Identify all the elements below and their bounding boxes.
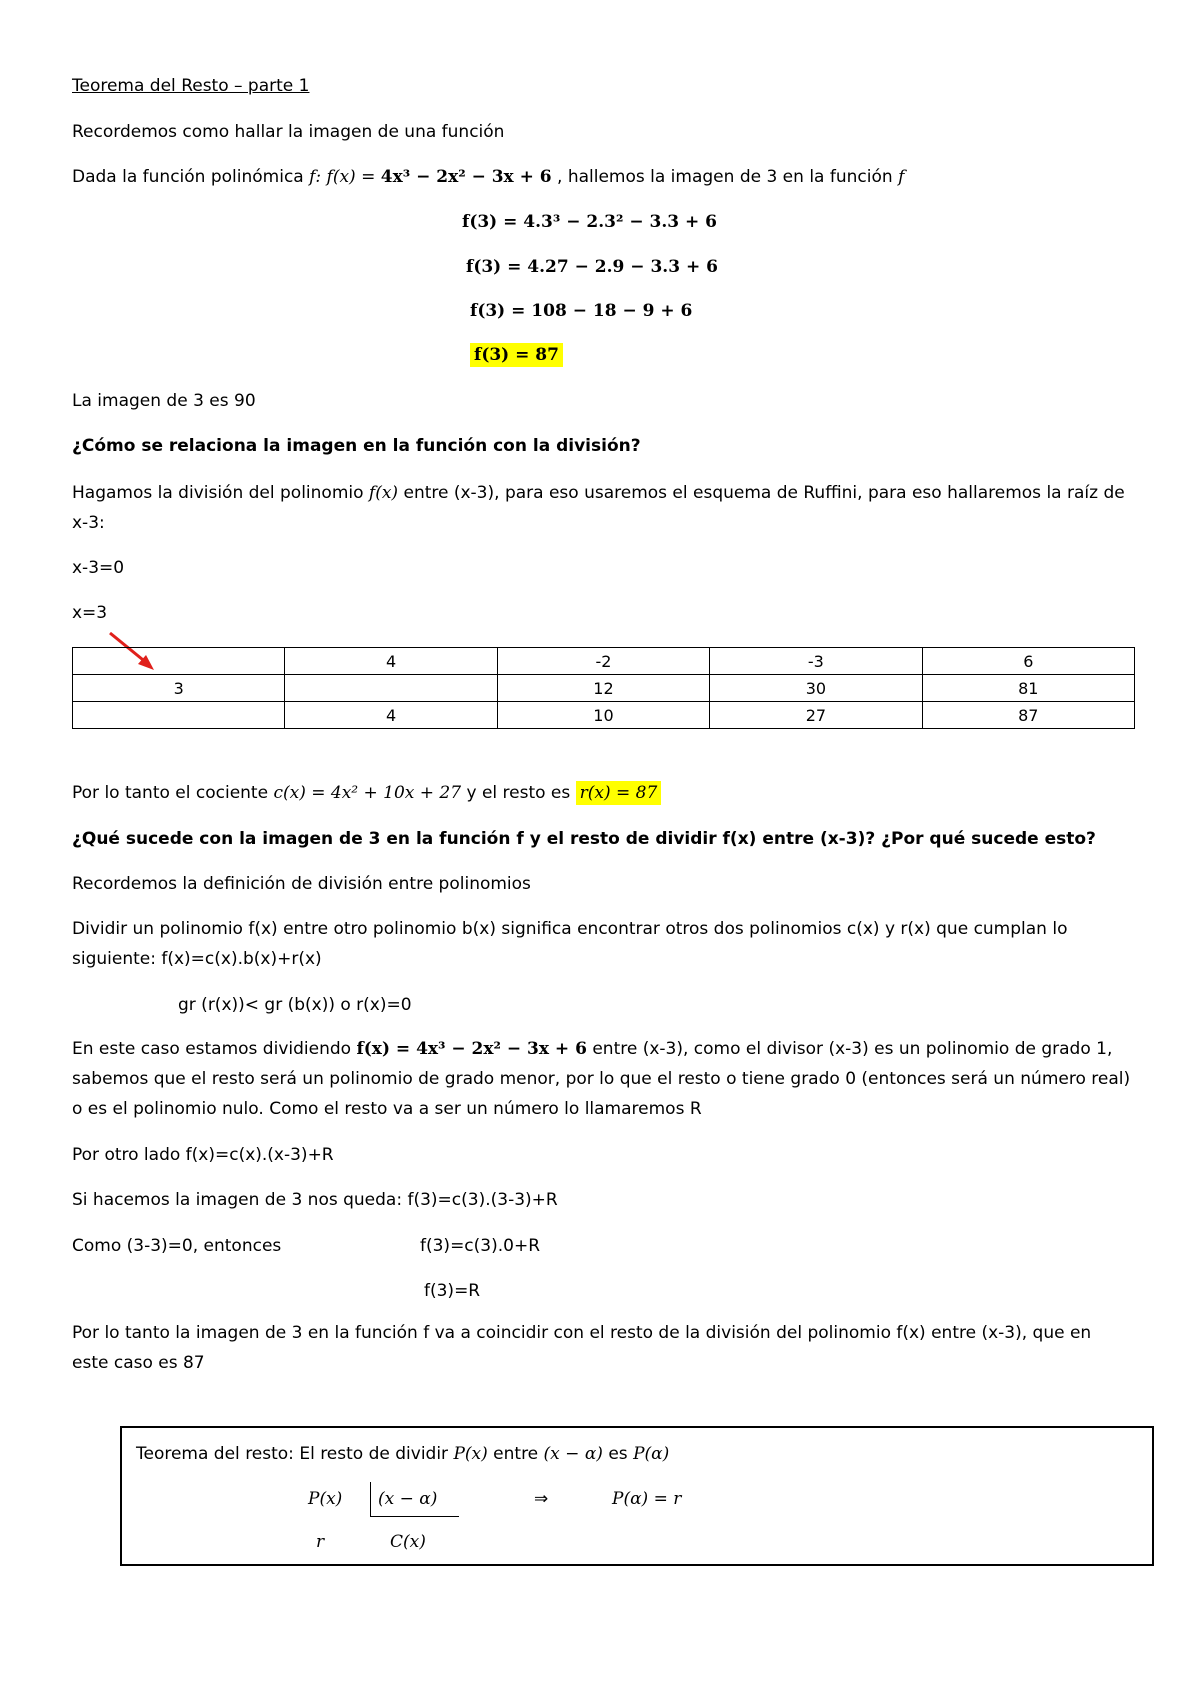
table-cell: 30: [710, 675, 922, 702]
conclusion-text: Por lo tanto la imagen de 3 en la función f va a coincidir con el resto de la división del polinomio f(x) entre (x-3), que en este caso es 87: [72, 1323, 1092, 1373]
theorem-palpha: P(α): [633, 1444, 670, 1464]
since-equation-2: f(3)=R: [424, 1281, 481, 1301]
given-function: [72, 167, 904, 187]
given-expr: 4x³ − 2x² − 3x + 6: [380, 167, 552, 187]
table-cell: 10: [497, 702, 709, 729]
theorem-text-b: entre: [487, 1444, 544, 1464]
result-prefix: Por lo tanto el cociente: [72, 783, 274, 803]
table-row: [73, 702, 1135, 729]
quotient-expr: c(x) = 4x² + 10x + 27: [273, 783, 462, 803]
table-cell: 4: [285, 648, 497, 675]
question-2: ¿Qué sucede con la imagen de 3 en la función f y el resto de dividir f(x) entre (x-3)? ¿Por qué sucede esto?: [72, 829, 1096, 849]
theorem-text-a: El resto de dividir: [293, 1444, 454, 1464]
table-cell: -2: [497, 648, 709, 675]
ruffini-table: [72, 647, 1135, 729]
case-prefix: En este caso estamos dividiendo: [72, 1039, 357, 1059]
theorem-label: Teorema del resto:: [136, 1444, 294, 1464]
ruffini-intro: [72, 478, 1132, 538]
since-text: Como (3-3)=0, entonces: [72, 1236, 282, 1256]
division-divisor: (x − α): [378, 1489, 438, 1509]
table-cell: 27: [710, 702, 922, 729]
theorem-result: P(α) = r: [612, 1489, 682, 1509]
equation-x: x=3: [72, 603, 108, 623]
theorem-divisor: (x − α): [543, 1444, 603, 1464]
step-result: [470, 345, 563, 365]
question-1: ¿Cómo se relaciona la imagen en la función con la división?: [72, 436, 641, 456]
remainder-expr: r(x) = 87: [576, 781, 662, 805]
division-dividend: P(x): [308, 1489, 343, 1509]
other-side-text: Por otro lado f(x)=c(x).(x-3)+R: [72, 1145, 334, 1165]
ruffini-suffix: entre (x-3), para eso usaremos el esquema de Ruffini, para eso hallaremos la raíz de x-3:: [72, 483, 1125, 533]
step-result-highlight: f(3) = 87: [470, 343, 563, 367]
theorem-px: P(x): [453, 1444, 488, 1464]
division-remainder: r: [316, 1532, 325, 1552]
case-suffix: entre (x-3), como el divisor (x-3) es un polinomio de grado 1, sabemos que el resto será un polinomio de grado menor, por lo que el resto o tiene grado 0 (entonces será un número real) o es el polinomio nulo. Como el resto va a ser un número lo llamaremos R: [72, 1039, 1131, 1119]
theorem-box: [120, 1426, 1154, 1566]
equation-root: x-3=0: [72, 558, 125, 578]
table-cell: 87: [922, 702, 1134, 729]
table-cell: 6: [922, 648, 1134, 675]
division-quotient: C(x): [390, 1532, 426, 1552]
table-cell: -3: [710, 648, 922, 675]
theorem-text-c: es: [602, 1444, 634, 1464]
page-title: Teorema del Resto – parte 1: [72, 76, 310, 96]
table-row: [73, 675, 1135, 702]
image-of-3-text: Si hacemos la imagen de 3 nos queda: f(3)=c(3).(3-3)+R: [72, 1190, 558, 1210]
table-cell: 81: [922, 675, 1134, 702]
implies-icon: ⇒: [534, 1489, 549, 1509]
case-text: [72, 1034, 1132, 1124]
intro-text: Recordemos como hallar la imagen de una función: [72, 122, 505, 142]
step-2: f(3) = 4.27 − 2.9 − 3.3 + 6: [466, 257, 718, 277]
case-expr: f(x) = 4x³ − 2x² − 3x + 6: [356, 1039, 587, 1059]
result-middle: y el resto es: [461, 783, 576, 803]
definition-text: Dividir un polinomio f(x) entre otro polinomio b(x) significa encontrar otros dos polinomios c(x) y r(x) que cumplan lo siguiente: f(x)=c(x).b(x)+r(x): [72, 919, 1068, 969]
result-line: [72, 783, 661, 803]
table-cell: [73, 702, 285, 729]
image-statement: La imagen de 3 es 90: [72, 391, 256, 411]
theorem-statement: [136, 1444, 669, 1464]
given-f: f: [898, 167, 905, 187]
given-prefix: Dada la función polinómica: [72, 167, 310, 187]
condition-text: gr (r(x))< gr (b(x)) o r(x)=0: [178, 995, 412, 1015]
definition-intro: Recordemos la definición de división entre polinomios: [72, 874, 531, 894]
table-cell: 3: [73, 675, 285, 702]
table-cell: 4: [285, 702, 497, 729]
ruffini-prefix: Hagamos la división del polinomio: [72, 483, 369, 503]
given-func-name: f: f(x) =: [309, 167, 381, 187]
table-cell: [285, 675, 497, 702]
given-suffix: , hallemos la imagen de 3 en la función: [551, 167, 899, 187]
since-equation-1: f(3)=c(3).0+R: [420, 1236, 541, 1256]
table-cell: [73, 648, 285, 675]
table-cell: 12: [497, 675, 709, 702]
step-1: f(3) = 4.3³ − 2.3² − 3.3 + 6: [462, 212, 717, 232]
table-row: [73, 648, 1135, 675]
step-3: f(3) = 108 − 18 − 9 + 6: [470, 301, 693, 321]
ruffini-fx: f(x): [368, 483, 399, 503]
